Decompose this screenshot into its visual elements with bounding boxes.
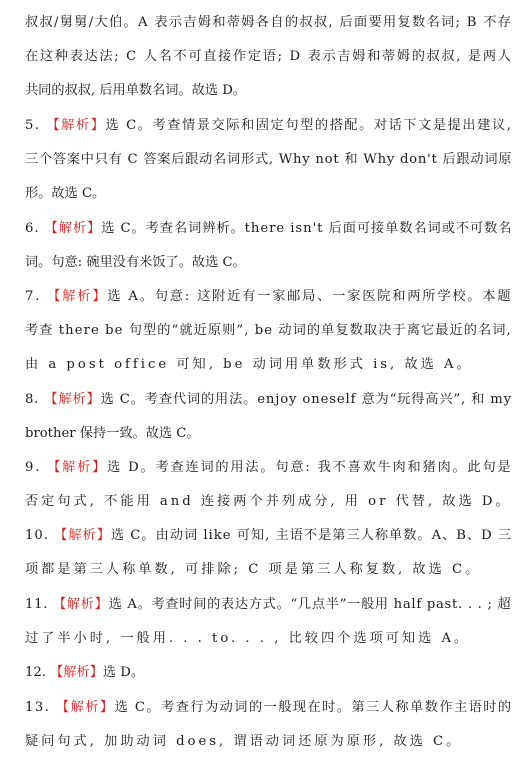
text-line: 三个答案中只有 C 答案后跟动名词形式, Why not 和 Why don't 后跟动词原 [25,152,513,167]
text-line: 形。故选 C。 [25,186,106,201]
analysis-tag: 【解析】 [56,700,115,715]
text-line: 项都是第三人称单数, 可排除; C 项是第三人称复数, 故选 C。 [25,562,482,577]
analysis-tag: 【解析】 [53,597,109,612]
text-line: 考查 there be 句型的“就近原则”, be 动词的单复数取决于离它最近的名词, [25,323,512,338]
text-line: 否定句式, 不能用 and 连接两个并列成分, 用 or 代替, 故选 D。 [25,494,512,509]
analysis-tag: 【解析】 [50,665,103,680]
text-line: 9. 【解析】选 D。考查连词的用法。句意: 我不喜欢牛肉和猪肉。此句是 [25,460,513,475]
text-line: 叔叔/舅舅/大伯。A 表示吉姆和蒂姆各自的叔叔, 后面要用复数名词; B 不存 [25,15,513,30]
text-line: 共同的叔叔, 后用单数名词。故选 D。 [25,83,246,98]
text-line: 6. 【解析】选 C。考查名词辨析。there isn't 后面可接单数名词或不可数名 [25,221,513,236]
analysis-tag: 【解析】 [47,460,108,475]
analysis-tag: 【解析】 [47,289,108,304]
text-line: brother 保持一致。故选 C。 [25,426,200,441]
text-line: 7. 【解析】选 A。句意: 这附近有一家邮局、一家医院和两所学校。本题 [25,289,513,304]
text-line: 10. 【解析】选 C。由动词 like 可知, 主语不是第三人称单数。A、B、D 三 [25,528,513,543]
analysis-tag: 【解析】 [44,392,101,407]
analysis-tag: 【解析】 [54,528,111,543]
text-line: 5. 【解析】选 C。考查情景交际和固定句型的搭配。对话下文是提出建议, [25,118,513,133]
analysis-tag: 【解析】 [44,221,102,236]
text-line: 12. 【解析】选 D。 [25,665,145,680]
text-line: 11. 【解析】选 A。考查时间的表达方式。“几点半”一般用 half past. . . ; 超 [25,597,512,612]
analysis-tag: 【解析】 [46,118,106,133]
text-line: 疑问句式, 加助动词 does, 谓语动词还原为原形, 故选 C。 [25,734,463,749]
text-line: 由 a post office 可知, be 动词用单数形式 is, 故选 A。 [25,357,473,372]
text-line: 词。句意: 碗里没有米饭了。故选 C。 [25,255,246,270]
text-line: 过了半小时, 一般用. . . to. . . , 比较四个选项可知选 A。 [25,631,471,646]
text-line: 13. 【解析】选 C。考查行为动词的一般现在时。第三人称单数作主语时的 [25,700,513,715]
text-line: 在这种表达法; C 人名不可直接作定语; D 表示吉姆和蒂姆的叔叔, 是两人 [25,49,513,64]
text-line: 8. 【解析】选 C。考查代词的用法。enjoy oneself 意为“玩得高兴”, 和 my [25,392,512,407]
